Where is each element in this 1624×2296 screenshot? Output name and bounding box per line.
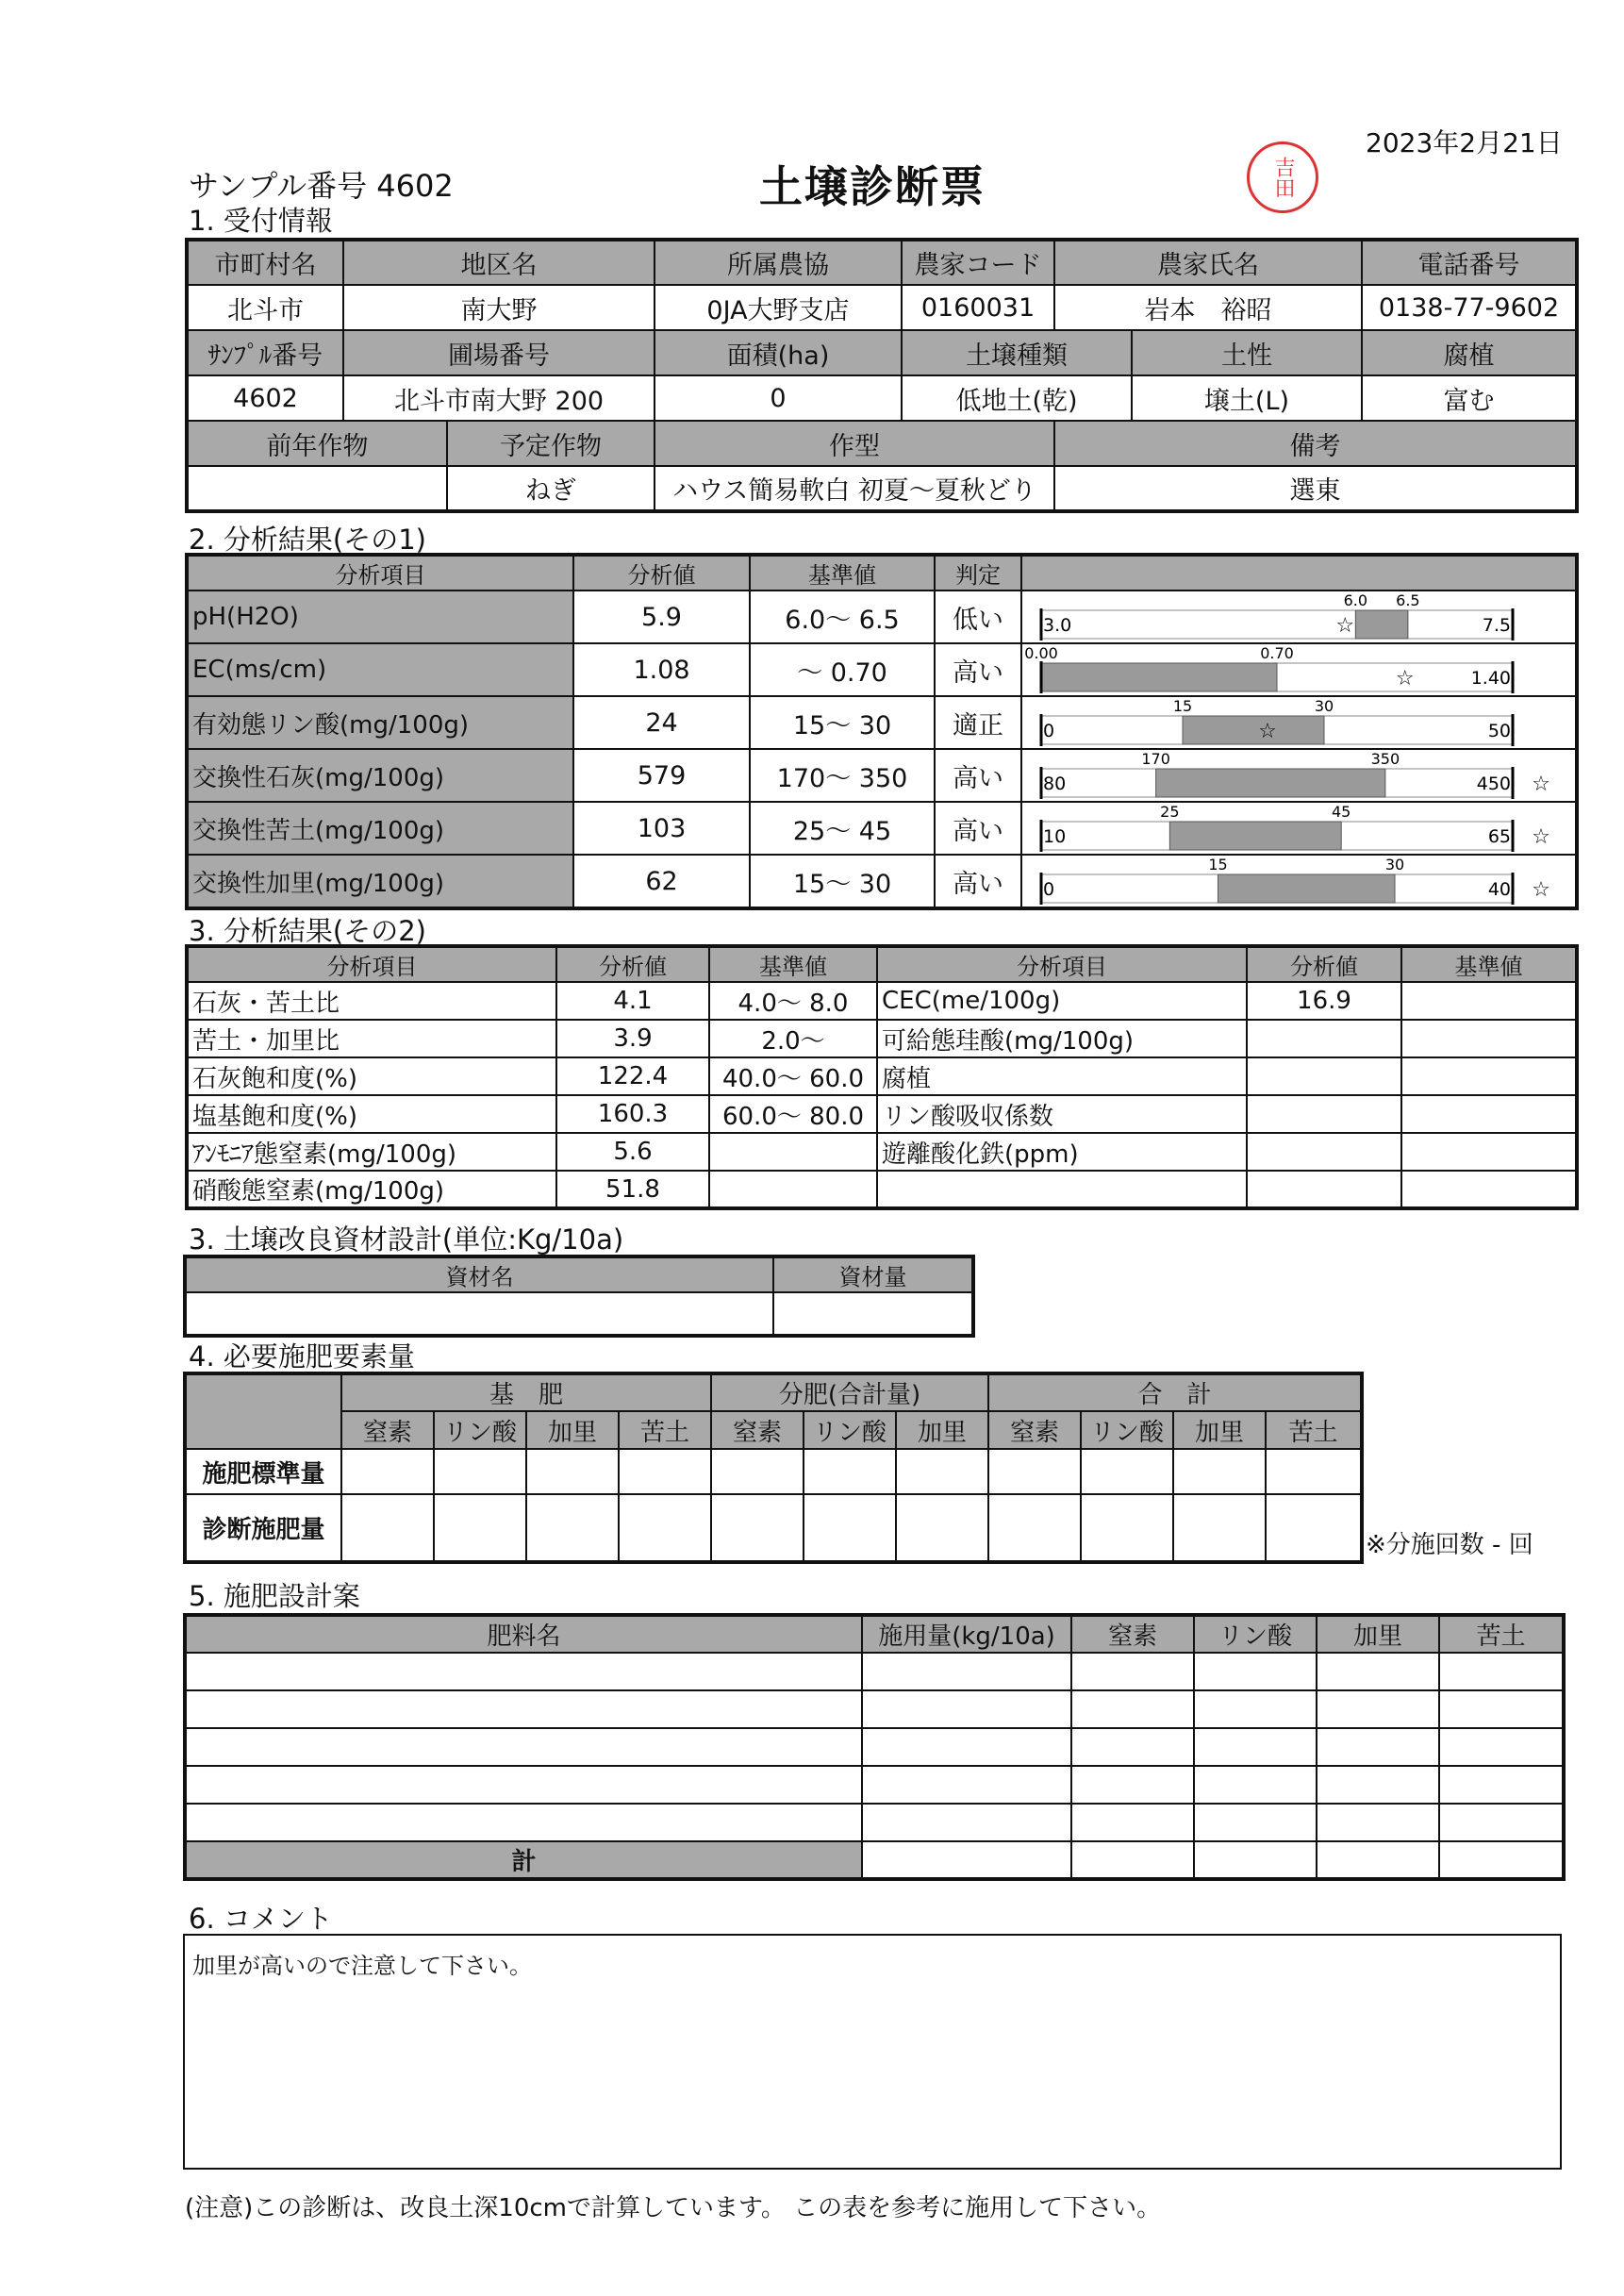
row-label: 診断施肥量 (185, 1494, 341, 1562)
range-high-label: 6.5 (1396, 591, 1420, 609)
item-label: 有効態リン酸(mg/100g) (187, 696, 573, 749)
range-bar (1022, 644, 1574, 695)
remarks: 選東 (1054, 466, 1577, 511)
seal-stamp (1247, 141, 1318, 213)
fertilization-plan-table (183, 1613, 1566, 1881)
nutrient-header: 加里 (896, 1411, 988, 1449)
plan-cell (862, 1690, 1071, 1728)
total-label: 計 (185, 1841, 862, 1879)
district: 南大野 (343, 285, 655, 330)
plan-cell (1071, 1653, 1194, 1690)
fertilizer-amount-row (185, 1449, 1362, 1494)
soil-texture: 壌土(L) (1132, 375, 1362, 421)
farmer-name: 岩本 裕昭 (1054, 285, 1362, 330)
coop: 0JA大野支店 (655, 285, 902, 330)
item-a: 石灰飽和度(%) (187, 1057, 556, 1095)
item-value: 103 (573, 802, 750, 855)
standard-range (1218, 874, 1396, 903)
item-label: 交換性苦土(mg/100g) (187, 802, 573, 855)
item-b: リン酸吸収係数 (877, 1095, 1247, 1133)
item-b: 腐植 (877, 1057, 1247, 1095)
comment-text: 加里が高いので注意して下さい。 (192, 1953, 532, 1979)
item-label: 交換性石灰(mg/100g) (187, 749, 573, 802)
item-judgement: 高い (935, 802, 1021, 855)
standard-a: 4.0～ 8.0 (709, 982, 877, 1020)
item-b (877, 1171, 1247, 1208)
value-b (1247, 1020, 1401, 1057)
amount-cell (619, 1449, 711, 1494)
item-label: EC(ms/cm) (187, 643, 573, 696)
fertilizer-row (185, 1653, 1564, 1690)
cropping-type: ハウス簡易軟白 初夏～夏秋どり (655, 466, 1054, 511)
value-a: 3.9 (556, 1020, 709, 1057)
value-marker: ☆ (1532, 825, 1550, 849)
h-base-fert: 基 肥 (341, 1373, 711, 1411)
range-bar-cell (1021, 643, 1577, 696)
h-coop: 所属農協 (655, 240, 902, 285)
value-marker: ☆ (1532, 878, 1550, 902)
fertilizer-row (185, 1690, 1564, 1728)
nutrient-header: リン酸 (434, 1411, 526, 1449)
section3-heading: 3. 分析結果(その2) (189, 915, 426, 947)
h-item: 分析項目 (187, 555, 573, 591)
item-value: 24 (573, 696, 750, 749)
range-low-label: 170 (1141, 750, 1170, 768)
range-bar-cell (1021, 749, 1577, 802)
item-value: 62 (573, 855, 750, 908)
item-standard: 170～ 350 (750, 749, 935, 802)
amount-cell (434, 1449, 526, 1494)
fertilizer-name-cell (185, 1766, 862, 1804)
h-planned-crop: 予定作物 (447, 421, 655, 466)
plan-cell (862, 1653, 1071, 1690)
standard-a: 2.0～ (709, 1020, 877, 1057)
nutrient-header: 窒素 (711, 1411, 804, 1449)
plan-cell (862, 1804, 1071, 1841)
value-b: 16.9 (1247, 982, 1401, 1020)
fertilizer-row (185, 1728, 1564, 1766)
h-field-no: 圃場番号 (343, 330, 655, 375)
standard-a (709, 1133, 877, 1171)
analysis-row (187, 802, 1577, 855)
axis-min-label: 3.0 (1043, 615, 1072, 636)
plan-cell (1317, 1804, 1439, 1841)
humus: 富む (1362, 375, 1577, 421)
standard-range (1355, 610, 1408, 639)
h-soil-texture: 土性 (1132, 330, 1362, 375)
h-fert-name: 肥料名 (185, 1615, 862, 1653)
amount-cell (988, 1494, 1081, 1562)
amount-cell (804, 1494, 896, 1562)
plan-cell (1071, 1804, 1194, 1841)
section2-heading: 2. 分析結果(その1) (189, 524, 426, 556)
value-a: 5.6 (556, 1133, 709, 1171)
range-low-label: 15 (1208, 856, 1228, 873)
amount-cell (341, 1449, 434, 1494)
standard-b (1401, 982, 1577, 1020)
split-count-note: ※分施回数 - 回 (1366, 1531, 1533, 1559)
range-bar (1022, 750, 1574, 801)
analysis2-row (187, 1057, 1577, 1095)
standard-b (1401, 1020, 1577, 1057)
plan-cell (1439, 1653, 1564, 1690)
item-value: 5.9 (573, 591, 750, 643)
range-high-label: 30 (1314, 697, 1334, 715)
item-judgement: 適正 (935, 696, 1021, 749)
material-name-cell (185, 1292, 773, 1336)
fertilizer-row (185, 1766, 1564, 1804)
amount-cell (1081, 1449, 1173, 1494)
fertilizer-name-cell (185, 1728, 862, 1766)
item-standard: 6.0～ 6.5 (750, 591, 935, 643)
h-p: リン酸 (1194, 1615, 1317, 1653)
value-b (1247, 1171, 1401, 1208)
municipality: 北斗市 (187, 285, 343, 330)
plan-cell (1194, 1690, 1317, 1728)
range-high-label: 45 (1332, 803, 1351, 821)
axis-max-label: 65 (1487, 826, 1511, 847)
amount-cell (988, 1449, 1081, 1494)
analysis2-row (187, 1171, 1577, 1208)
plan-cell (862, 1841, 1071, 1879)
plan-cell (1071, 1766, 1194, 1804)
plan-cell (1439, 1728, 1564, 1766)
amount-cell (1266, 1494, 1362, 1562)
item-standard: 15～ 30 (750, 696, 935, 749)
axis-max-label: 1.40 (1470, 668, 1511, 689)
plan-cell (1071, 1690, 1194, 1728)
h-humus: 腐植 (1362, 330, 1577, 375)
soil-type: 低地土(乾) (902, 375, 1132, 421)
analysis-table-1 (185, 553, 1579, 910)
item-standard: 25～ 45 (750, 802, 935, 855)
item-standard: ～ 0.70 (750, 643, 935, 696)
fertilizer-amount-row (185, 1494, 1362, 1562)
range-bar-cell (1021, 696, 1577, 749)
h-farmer-code: 農家コード (902, 240, 1054, 285)
footer-note: (注意)この診断は、改良土深10cmで計算しています。 この表を参考に施用して下さい。 (185, 2194, 1162, 2222)
item-a: 石灰・苦土比 (187, 982, 556, 1020)
amount-cell (1173, 1494, 1266, 1562)
h2-value-a: 分析値 (556, 946, 709, 982)
item-label: pH(H2O) (187, 591, 573, 643)
item-a: 苦土・加里比 (187, 1020, 556, 1057)
plan-cell (1194, 1841, 1317, 1879)
h-judgement: 判定 (935, 555, 1021, 591)
h2-standard-a: 基準値 (709, 946, 877, 982)
value-a: 4.1 (556, 982, 709, 1020)
h-app-amount: 施用量(kg/10a) (862, 1615, 1071, 1653)
value-marker: ☆ (1532, 773, 1550, 796)
analysis2-row (187, 1020, 1577, 1057)
value-marker: ☆ (1258, 720, 1277, 743)
fertilizer-name-cell (185, 1690, 862, 1728)
nutrient-header: 加里 (526, 1411, 619, 1449)
analysis-row (187, 591, 1577, 643)
item-standard: 15～ 30 (750, 855, 935, 908)
range-high-label: 350 (1370, 750, 1400, 768)
h2-item-a: 分析項目 (187, 946, 556, 982)
item-judgement: 高い (935, 749, 1021, 802)
h-municipality: 市町村名 (187, 240, 343, 285)
nutrient-header: 苦土 (619, 1411, 711, 1449)
value-marker: ☆ (1395, 667, 1415, 690)
plan-cell (1194, 1766, 1317, 1804)
value-b (1247, 1095, 1401, 1133)
standard-b (1401, 1095, 1577, 1133)
h-prev-crop: 前年作物 (187, 421, 447, 466)
range-bar (1022, 856, 1574, 907)
h-standard: 基準値 (750, 555, 935, 591)
range-low-label: 25 (1160, 803, 1180, 821)
section1-heading: 1. 受付情報 (189, 205, 333, 237)
standard-range (1183, 716, 1324, 744)
plan-cell (1194, 1653, 1317, 1690)
h-sample-no: ｻﾝﾌﾟﾙ番号 (187, 330, 343, 375)
range-bar-cell (1021, 802, 1577, 855)
h-n: 窒素 (1071, 1615, 1194, 1653)
nutrient-header: リン酸 (1081, 1411, 1173, 1449)
planned-crop: ねぎ (447, 466, 655, 511)
h-total-fert: 合 計 (988, 1373, 1362, 1411)
plan-cell (862, 1766, 1071, 1804)
fertilizer-name-cell (185, 1804, 862, 1841)
axis-min-label: 80 (1043, 774, 1067, 794)
plan-cell (862, 1728, 1071, 1766)
range-bar (1022, 697, 1574, 748)
standard-a: 40.0～ 60.0 (709, 1057, 877, 1095)
analysis-row (187, 696, 1577, 749)
h-mg: 苦土 (1439, 1615, 1564, 1653)
range-track (1041, 610, 1513, 639)
item-value: 1.08 (573, 643, 750, 696)
amendment-table (183, 1255, 975, 1338)
h-split-fert: 分肥(合計量) (711, 1373, 988, 1411)
h-value: 分析値 (573, 555, 750, 591)
standard-b (1401, 1057, 1577, 1095)
range-bar (1022, 803, 1574, 854)
axis-max-label: 50 (1487, 721, 1511, 741)
value-b (1247, 1057, 1401, 1095)
amount-cell (711, 1494, 804, 1562)
field-no: 北斗市南大野 200 (343, 375, 655, 421)
standard-a (709, 1171, 877, 1208)
nutrient-header: 加里 (1173, 1411, 1266, 1449)
range-bar-cell (1021, 855, 1577, 908)
nutrient-header: 窒素 (988, 1411, 1081, 1449)
section6-heading: 6. コメント (189, 1903, 333, 1935)
item-b: 可給態珪酸(mg/100g) (877, 1020, 1247, 1057)
standard-range (1156, 769, 1385, 797)
nutrient-header: 窒素 (341, 1411, 434, 1449)
plan-cell (1317, 1841, 1439, 1879)
h-material-name: 資材名 (185, 1256, 773, 1292)
range-low-label: 15 (1172, 697, 1193, 715)
plan-cell (1439, 1841, 1564, 1879)
comment-box (183, 1934, 1562, 2170)
h-district: 地区名 (343, 240, 655, 285)
axis-max-label: 7.5 (1482, 615, 1511, 636)
plan-cell (1439, 1766, 1564, 1804)
fertilizer-name-cell (185, 1653, 862, 1690)
amount-cell (341, 1494, 434, 1562)
axis-max-label: 40 (1487, 879, 1511, 900)
analysis2-row (187, 982, 1577, 1020)
h2-standard-b: 基準値 (1401, 946, 1577, 982)
analysis-row (187, 855, 1577, 908)
plan-cell (1194, 1804, 1317, 1841)
analysis-row (187, 749, 1577, 802)
h-bar-area (1021, 555, 1577, 591)
range-low-label: 6.0 (1343, 591, 1368, 609)
value-a: 160.3 (556, 1095, 709, 1133)
item-label: 交換性加里(mg/100g) (187, 855, 573, 908)
plan-cell (1439, 1804, 1564, 1841)
axis-max-label: 450 (1476, 774, 1511, 794)
material-amount-cell (773, 1292, 973, 1336)
range-high-label: 0.70 (1260, 644, 1294, 662)
value-b (1247, 1133, 1401, 1171)
value-marker: ☆ (1335, 614, 1355, 638)
amount-cell (619, 1494, 711, 1562)
sample-no: 4602 (187, 375, 343, 421)
reception-info-table (185, 238, 1579, 513)
phone: 0138-77-9602 (1362, 285, 1577, 330)
section4-heading: 4. 必要施肥要素量 (189, 1340, 415, 1373)
range-bar (1022, 591, 1574, 642)
h-area: 面積(ha) (655, 330, 902, 375)
amount-cell (896, 1449, 988, 1494)
analysis2-row (187, 1095, 1577, 1133)
item-a: 塩基飽和度(%) (187, 1095, 556, 1133)
item-value: 579 (573, 749, 750, 802)
value-a: 122.4 (556, 1057, 709, 1095)
axis-min-label: 0 (1043, 721, 1055, 741)
amount-cell (434, 1494, 526, 1562)
h2-item-b: 分析項目 (877, 946, 1247, 982)
item-a: 硝酸態窒素(mg/100g) (187, 1171, 556, 1208)
item-b: 遊離酸化鉄(ppm) (877, 1133, 1247, 1171)
nutrient-header: 苦土 (1266, 1411, 1362, 1449)
amount-cell (1173, 1449, 1266, 1494)
amount-cell (896, 1494, 988, 1562)
axis-min-label: 0 (1043, 879, 1055, 900)
h-phone: 電話番号 (1362, 240, 1577, 285)
amount-cell (804, 1449, 896, 1494)
section5-heading: 5. 施肥設計案 (189, 1580, 360, 1612)
h-farmer-name: 農家氏名 (1054, 240, 1362, 285)
plan-cell (1071, 1841, 1194, 1879)
h-material-amount: 資材量 (773, 1256, 973, 1292)
h-soil-type: 土壌種類 (902, 330, 1132, 375)
item-judgement: 高い (935, 855, 1021, 908)
amount-cell (526, 1494, 619, 1562)
section3b-heading: 3. 土壌改良資材設計(単位:Kg/10a) (189, 1223, 624, 1256)
standard-range (1041, 663, 1277, 691)
page-title: 土壌診断票 (759, 161, 986, 212)
item-judgement: 高い (935, 643, 1021, 696)
h-cropping-type: 作型 (655, 421, 1054, 466)
plan-cell (1071, 1728, 1194, 1766)
standard-b (1401, 1133, 1577, 1171)
row-label: 施肥標準量 (185, 1449, 341, 1494)
value-a: 51.8 (556, 1171, 709, 1208)
nutrient-header: リン酸 (804, 1411, 896, 1449)
total-row (185, 1841, 1564, 1879)
amount-cell (1081, 1494, 1173, 1562)
range-low-label: 0.00 (1024, 644, 1058, 662)
plan-cell (1317, 1690, 1439, 1728)
fertilizer-requirement-table (183, 1372, 1364, 1564)
item-a: ｱﾝﾓﾆｱ態窒素(mg/100g) (187, 1133, 556, 1171)
h2-value-b: 分析値 (1247, 946, 1401, 982)
standard-a: 60.0～ 80.0 (709, 1095, 877, 1133)
prev-crop (187, 466, 447, 511)
area: 0 (655, 375, 902, 421)
seal-text: 吉田 (1271, 157, 1295, 198)
amount-cell (1266, 1449, 1362, 1494)
item-judgement: 低い (935, 591, 1021, 643)
fertilizer-row (185, 1804, 1564, 1841)
analysis2-row (187, 1133, 1577, 1171)
item-b: CEC(me/100g) (877, 982, 1247, 1020)
plan-cell (1317, 1653, 1439, 1690)
sample-number-label: サンプル番号 4602 (189, 168, 454, 204)
range-high-label: 30 (1384, 856, 1405, 873)
standard-range (1169, 822, 1341, 850)
h-remarks: 備考 (1054, 421, 1577, 466)
plan-cell (1317, 1728, 1439, 1766)
farmer-code: 0160031 (902, 285, 1054, 330)
standard-b (1401, 1171, 1577, 1208)
plan-cell (1439, 1690, 1564, 1728)
analysis-table-2 (185, 944, 1579, 1210)
date: 2023年2月21日 (1366, 127, 1563, 158)
amount-cell (711, 1449, 804, 1494)
amount-cell (526, 1449, 619, 1494)
axis-min-label: 10 (1043, 826, 1067, 847)
plan-cell (1317, 1766, 1439, 1804)
plan-cell (1194, 1728, 1317, 1766)
range-bar-cell (1021, 591, 1577, 643)
analysis-row (187, 643, 1577, 696)
h-blank (185, 1373, 341, 1449)
h-k: 加里 (1317, 1615, 1439, 1653)
